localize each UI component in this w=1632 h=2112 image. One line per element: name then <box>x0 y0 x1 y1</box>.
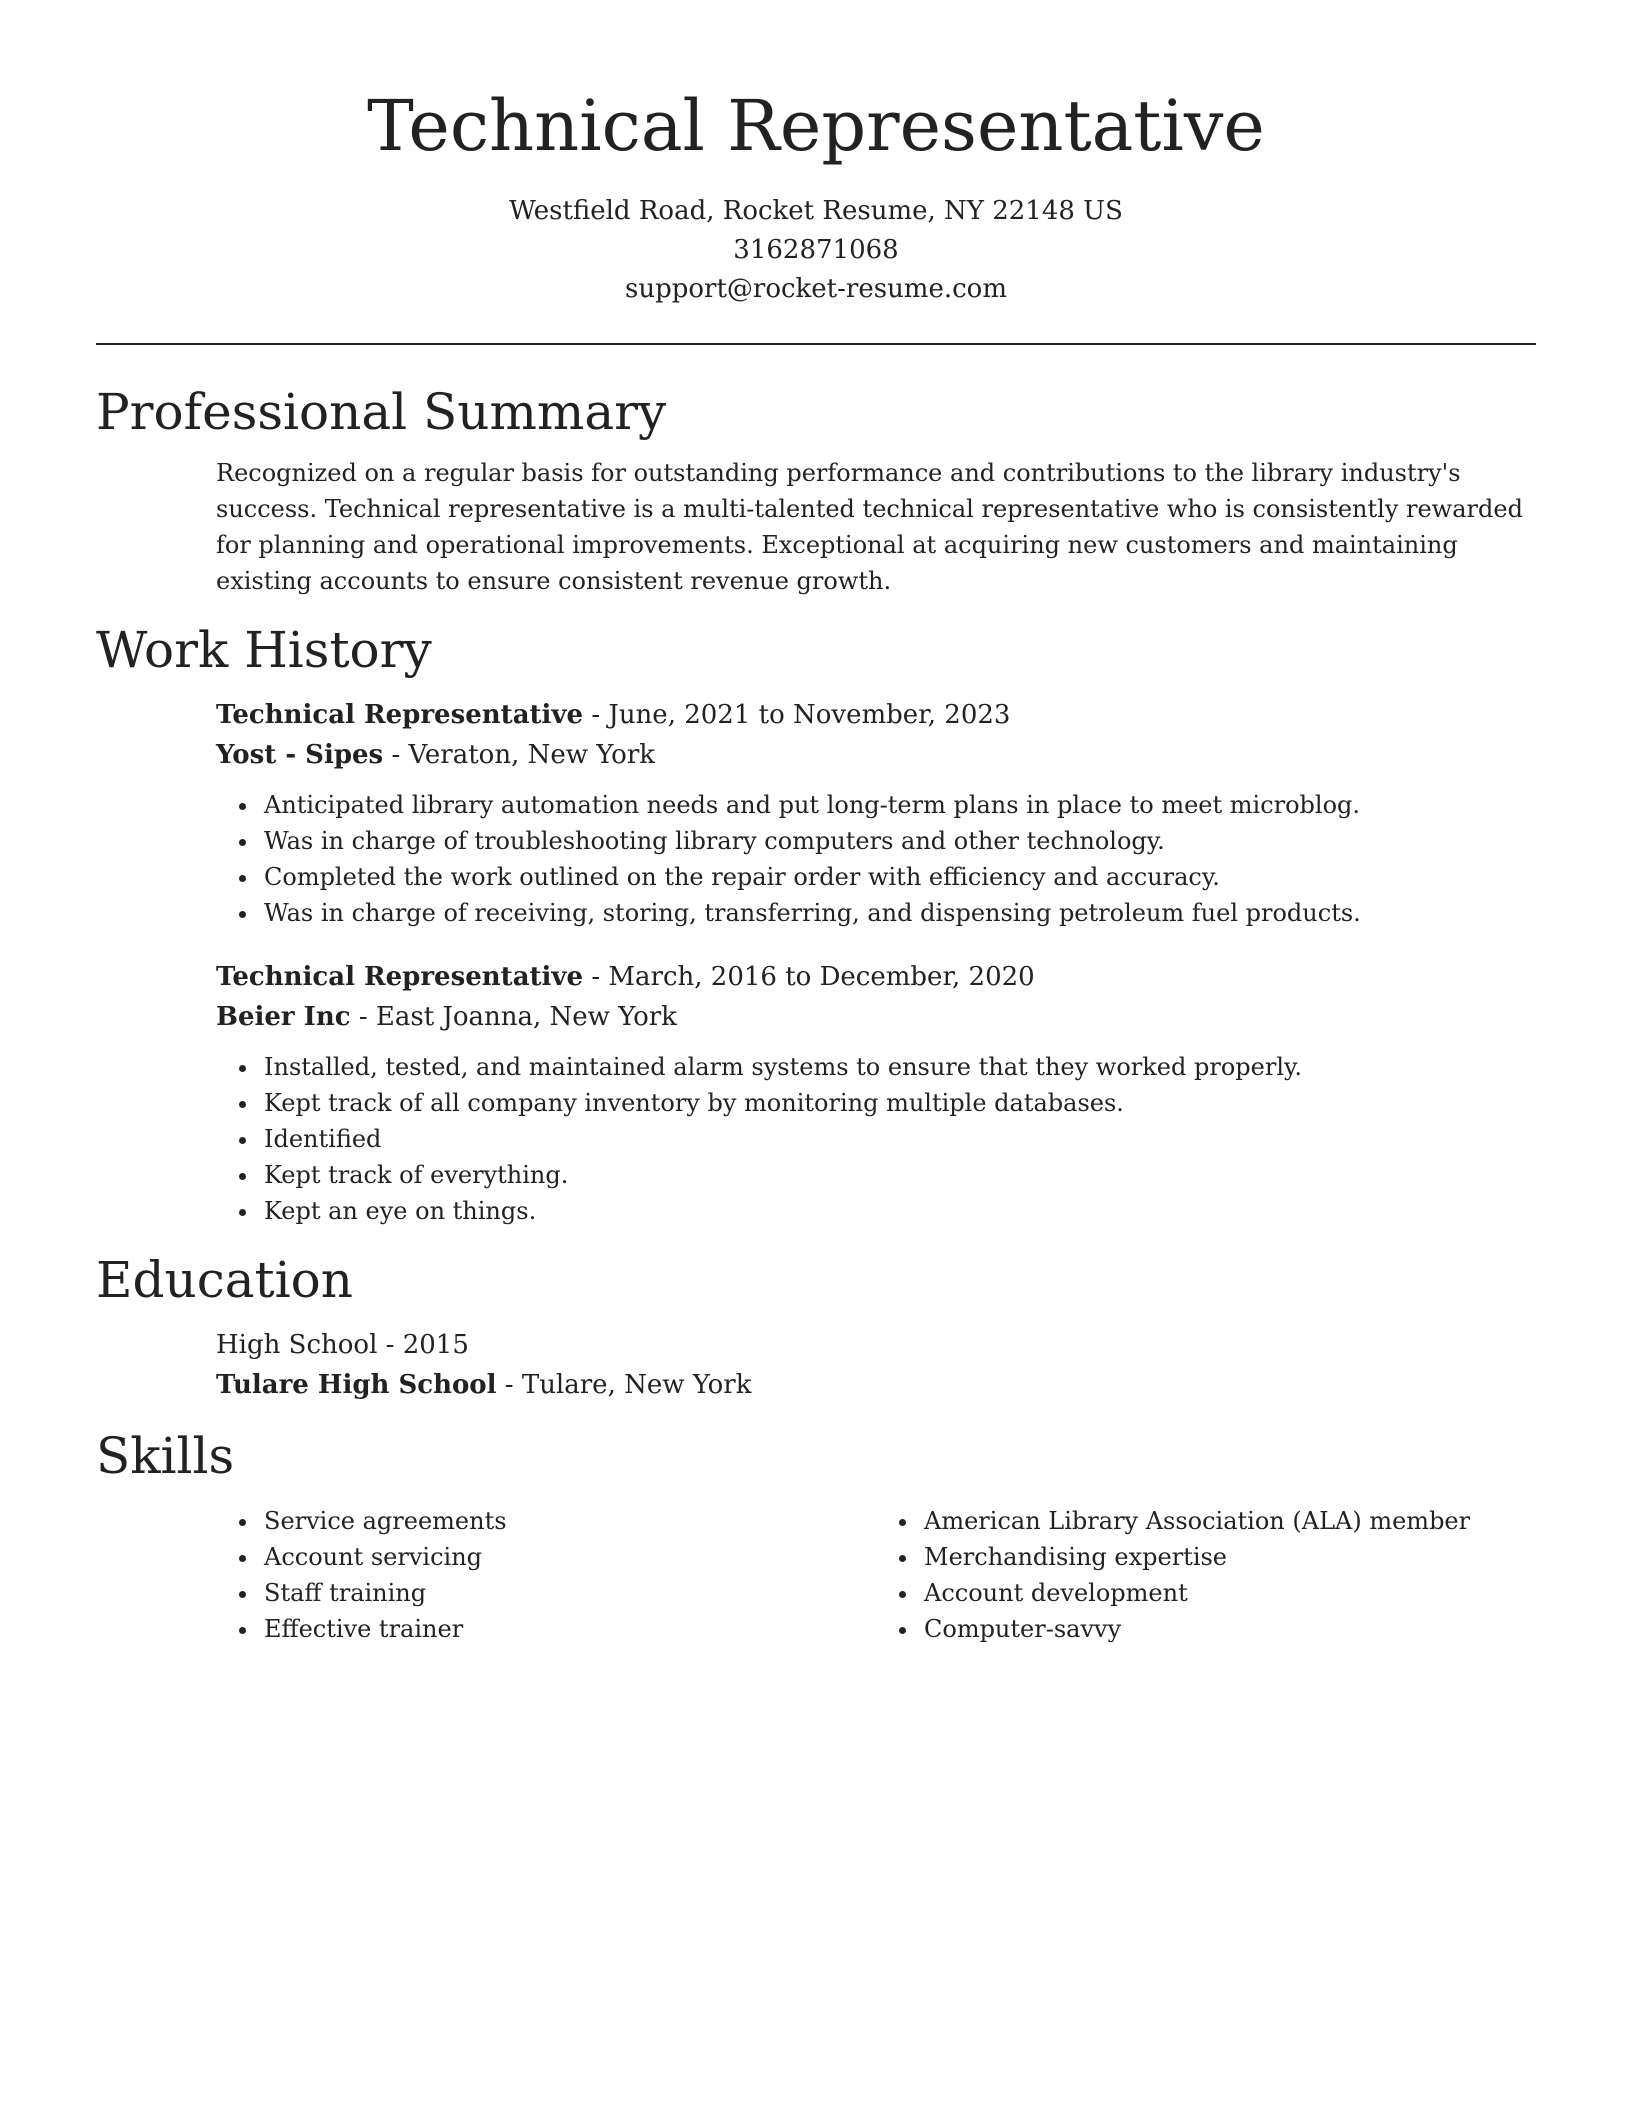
job-bullets <box>216 1049 1536 1229</box>
job-bullet: • Anticipated library automation needs and put long-term plans in place to meet microblog. <box>260 787 1536 823</box>
job-bullet: • Kept track of everything. <box>260 1157 1536 1193</box>
work-history-section <box>96 619 1536 1229</box>
job-bullet: • Kept track of all company inventory by monitoring multiple databases. <box>260 1085 1536 1121</box>
job-bullet: • Identified <box>260 1121 1536 1157</box>
skill-item: • American Library Association (ALA) member <box>920 1503 1536 1539</box>
job-role: Technical Representative <box>216 962 584 992</box>
candidate-name: Technical Representative <box>367 85 1265 167</box>
skills-list-left <box>216 1503 876 1647</box>
summary-title: Professional Summary <box>96 383 667 441</box>
contact-email: support@rocket-resume.com <box>624 274 1007 304</box>
education-degree-line <box>216 1325 1536 1365</box>
job-location: - Veraton, New York <box>383 740 655 770</box>
contact-block <box>96 192 1536 309</box>
education-degree: High School <box>216 1330 378 1360</box>
skill-item: • Computer-savvy <box>920 1611 1536 1647</box>
job-entry <box>216 957 1536 1229</box>
job-dates: - March, 2016 to December, 2020 <box>583 962 1035 992</box>
education-school: Tulare High School <box>216 1370 497 1400</box>
job-location: - East Joanna, New York <box>350 1002 677 1032</box>
skills-section <box>96 1425 1536 1647</box>
job-employer: Yost - Sipes <box>216 740 384 770</box>
skill-item: • Account development <box>920 1575 1536 1611</box>
education-year: - 2015 <box>377 1330 469 1360</box>
job-bullet: • Completed the work outlined on the repair order with efficiency and accuracy. <box>260 859 1536 895</box>
skills-columns <box>216 1503 1536 1647</box>
skill-item: • Account servicing <box>260 1539 876 1575</box>
job-bullets <box>216 787 1536 931</box>
skill-item: • Merchandising expertise <box>920 1539 1536 1575</box>
job-employer-line <box>216 997 1536 1037</box>
contact-address: Westfield Road, Rocket Resume, NY 22148 US <box>509 196 1123 226</box>
education-section <box>96 1249 1536 1405</box>
education-location: - Tulare, New York <box>496 1370 752 1400</box>
summary-section <box>96 381 1536 599</box>
job-bullet: • Installed, tested, and maintained alarm systems to ensure that they worked properly. <box>260 1049 1536 1085</box>
skills-title: Skills <box>96 1427 235 1485</box>
job-bullet: • Kept an eye on things. <box>260 1193 1536 1229</box>
job-bullet: • Was in charge of troubleshooting library computers and other technology. <box>260 823 1536 859</box>
education-school-line <box>216 1365 1536 1405</box>
education-title: Education <box>96 1251 353 1309</box>
skill-item: • Staff training <box>260 1575 876 1611</box>
job-employer: Beier Inc <box>216 1002 351 1032</box>
skill-item: • Effective trainer <box>260 1611 876 1647</box>
job-dates: - June, 2021 to November, 2023 <box>583 700 1011 730</box>
resume-header <box>96 0 1536 309</box>
summary-text: Recognized on a regular basis for outstanding performance and contributions to the library industry's success. Technical representative is a multi-talented technical representative who is consistently rewarded for planning and operational improvements. Exceptional at acquiring new customers and maintaining existing accounts to ensure consistent revenue growth. <box>216 459 1523 595</box>
job-title-line <box>216 957 1536 997</box>
skills-list-right <box>876 1503 1536 1647</box>
header-divider <box>96 343 1536 345</box>
job-title-line <box>216 695 1536 735</box>
contact-phone: 3162871068 <box>733 235 899 265</box>
skill-item: • Service agreements <box>260 1503 876 1539</box>
job-bullet: • Was in charge of receiving, storing, transferring, and dispensing petroleum fuel products. <box>260 895 1536 931</box>
education-entry <box>216 1325 1536 1405</box>
work-history-title: Work History <box>96 621 432 679</box>
job-employer-line <box>216 735 1536 775</box>
job-role: Technical Representative <box>216 700 584 730</box>
job-entry <box>216 695 1536 931</box>
